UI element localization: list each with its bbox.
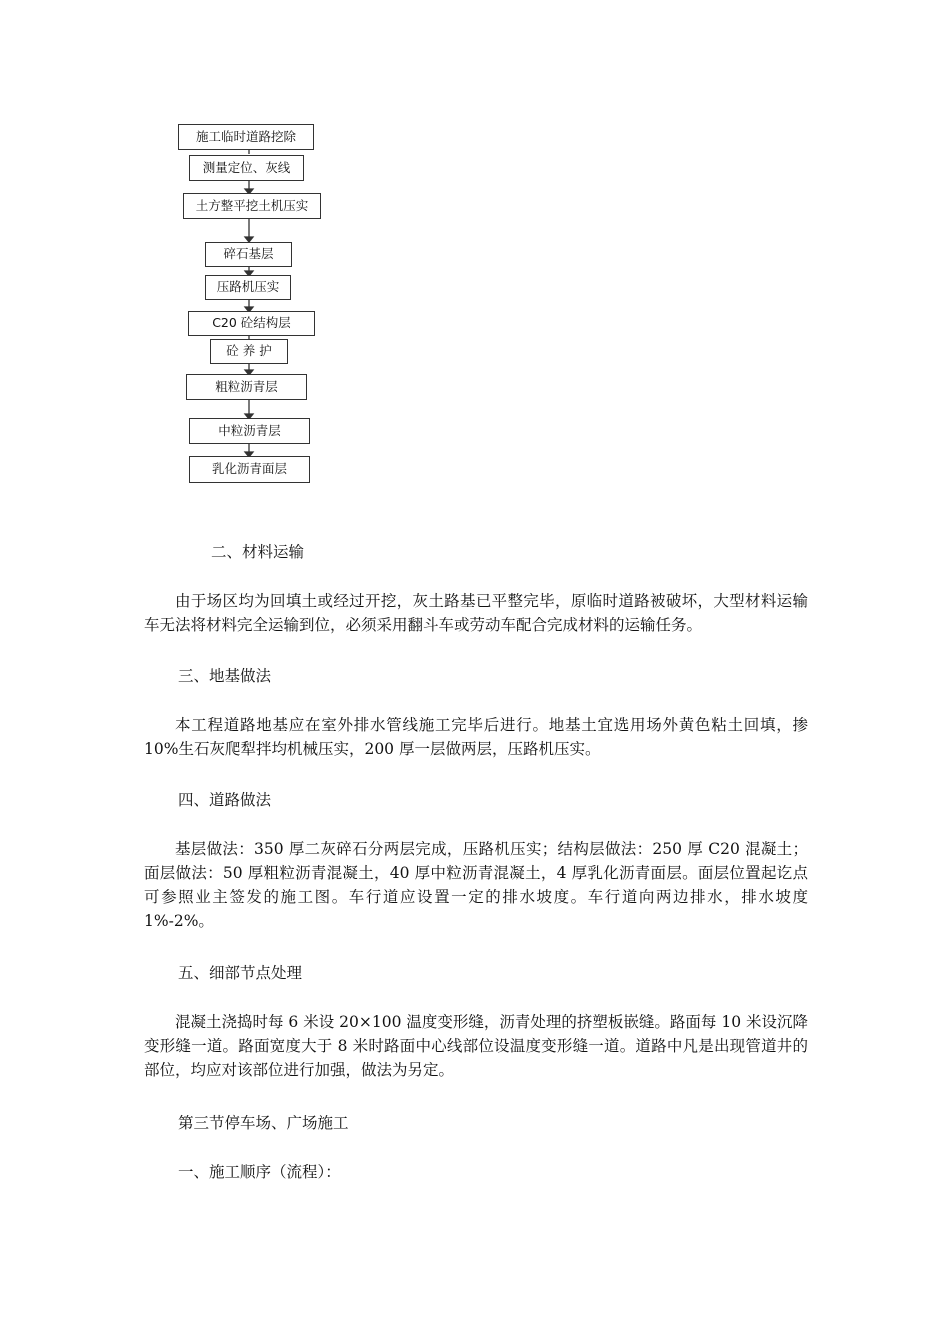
flow-step: C20 砼结构层 xyxy=(188,311,315,336)
flow-step: 中粒沥青层 xyxy=(189,418,310,444)
paragraph: 基层做法：350 厚二灰碎石分两层完成，压路机压实；结构层做法：250 厚 C20 混凝土；面层做法：50 厚粗粒沥青混凝土，40 厚中粒沥青混凝土，4 厚乳化沥青面层。面层位置起讫点可参照业主签发的施工图。车行道应设置一定的排水坡度。车行道向两边排水，排水坡度 1%-2%。 xyxy=(144,840,808,930)
flowchart-connectors xyxy=(0,0,950,500)
flow-step: 乳化沥青面层 xyxy=(189,456,310,483)
section-heading: 二、材料运输 xyxy=(211,543,305,561)
flow-step: 施工临时道路挖除 xyxy=(178,124,314,150)
flow-step: 粗粒沥青层 xyxy=(186,374,307,400)
paragraph: 由于场区均为回填土或经过开挖，灰土路基已平整完毕，原临时道路被破坏，大型材料运输车无法将材料完全运输到位，必须采用翻斗车或劳动车配合完成材料的运输任务。 xyxy=(144,592,808,634)
section-heading: 三、地基做法 xyxy=(178,667,272,685)
section-heading: 五、细部节点处理 xyxy=(178,964,303,982)
section-heading: 第三节停车场、广场施工 xyxy=(178,1114,349,1132)
flow-step: 测量定位、灰线 xyxy=(189,155,304,181)
paragraph: 混凝土浇捣时每 6 米设 20×100 温度变形缝，沥青处理的挤塑板嵌缝。路面每 10 米设沉降变形缝一道。路面宽度大于 8 米时路面中心线部位设温度变形缝一道。道路中凡是出现管道井的部位，均应对该部位进行加强，做法为另定。 xyxy=(144,1013,808,1079)
flow-step: 砼 养 护 xyxy=(210,339,288,364)
flow-step: 压路机压实 xyxy=(205,275,291,300)
flow-step: 碎石基层 xyxy=(205,242,292,267)
flow-step: 土方整平挖土机压实 xyxy=(183,193,321,219)
section-heading: 一、施工顺序（流程）： xyxy=(178,1163,341,1181)
section-heading: 四、道路做法 xyxy=(178,791,272,809)
construction-flowchart xyxy=(0,0,950,500)
paragraph: 本工程道路地基应在室外排水管线施工完毕后进行。地基土宜选用场外黄色粘土回填，掺 10%生石灰爬犁拌均机械压实，200 厚一层做两层，压路机压实。 xyxy=(144,716,808,758)
